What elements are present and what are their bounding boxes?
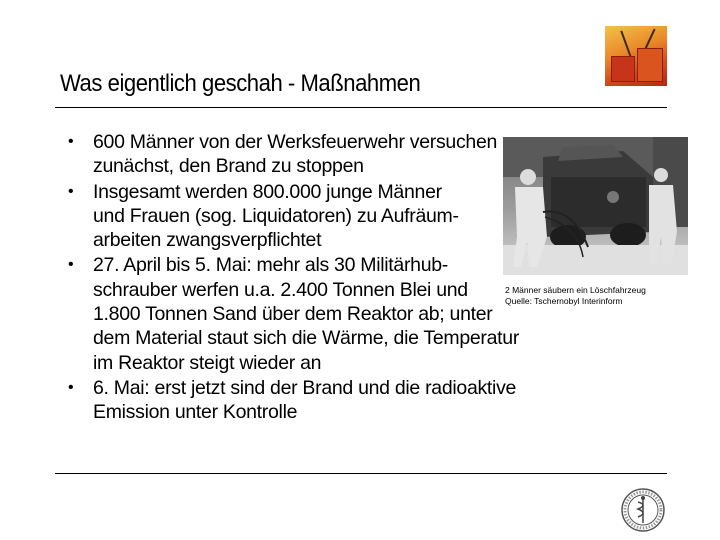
- institute-seal-icon: [620, 487, 666, 533]
- bullet-item: [68, 253, 538, 374]
- slide-title: Was eigentlich geschah - Maßnahmen: [60, 70, 421, 97]
- bullet-icon: •: [68, 133, 74, 150]
- bullet-text: 27. April bis 5. Mai: mehr als 30 Militärhub- schrauber werfen u.a. 2.400 Tonnen Blei und 1.800 Tonnen Sand über dem Reaktor ab; unter dem Material staut sich die Wärme, die Temperatur im Reaktor steigt wieder an: [93, 254, 520, 374]
- bullet-icon: •: [68, 378, 74, 396]
- caption-source: Quelle: Tschernobyl Interinform: [505, 296, 623, 306]
- bullet-icon: •: [68, 256, 74, 274]
- bullet-text: 600 Männer von der Werksfeuerwehr versuchen zunächst, den Brand zu stoppen: [93, 131, 498, 178]
- photo-caption: [505, 285, 646, 307]
- bullet-item: [68, 180, 538, 253]
- bullet-text: 6. Mai: erst jetzt sind der Brand und die radioaktive Emission unter Kontrolle: [93, 376, 517, 424]
- bullet-item: [68, 376, 538, 425]
- bullet-icon: •: [68, 182, 74, 200]
- bullet-item: [68, 130, 538, 179]
- footer-divider: [55, 473, 667, 474]
- bullet-list: [68, 130, 538, 426]
- caption-line: 2 Männer säubern ein Löschfahrzeug: [505, 285, 646, 295]
- title-divider: [55, 107, 667, 108]
- photo-thumbnail-icon: [605, 26, 667, 86]
- bullet-text: Insgesamt werden 800.000 junge Männer und Frauen (sog. Liquidatoren) zu Aufräum- arbeiten zwangsverpflichtet: [93, 180, 459, 252]
- cleanup-photo: [503, 137, 688, 275]
